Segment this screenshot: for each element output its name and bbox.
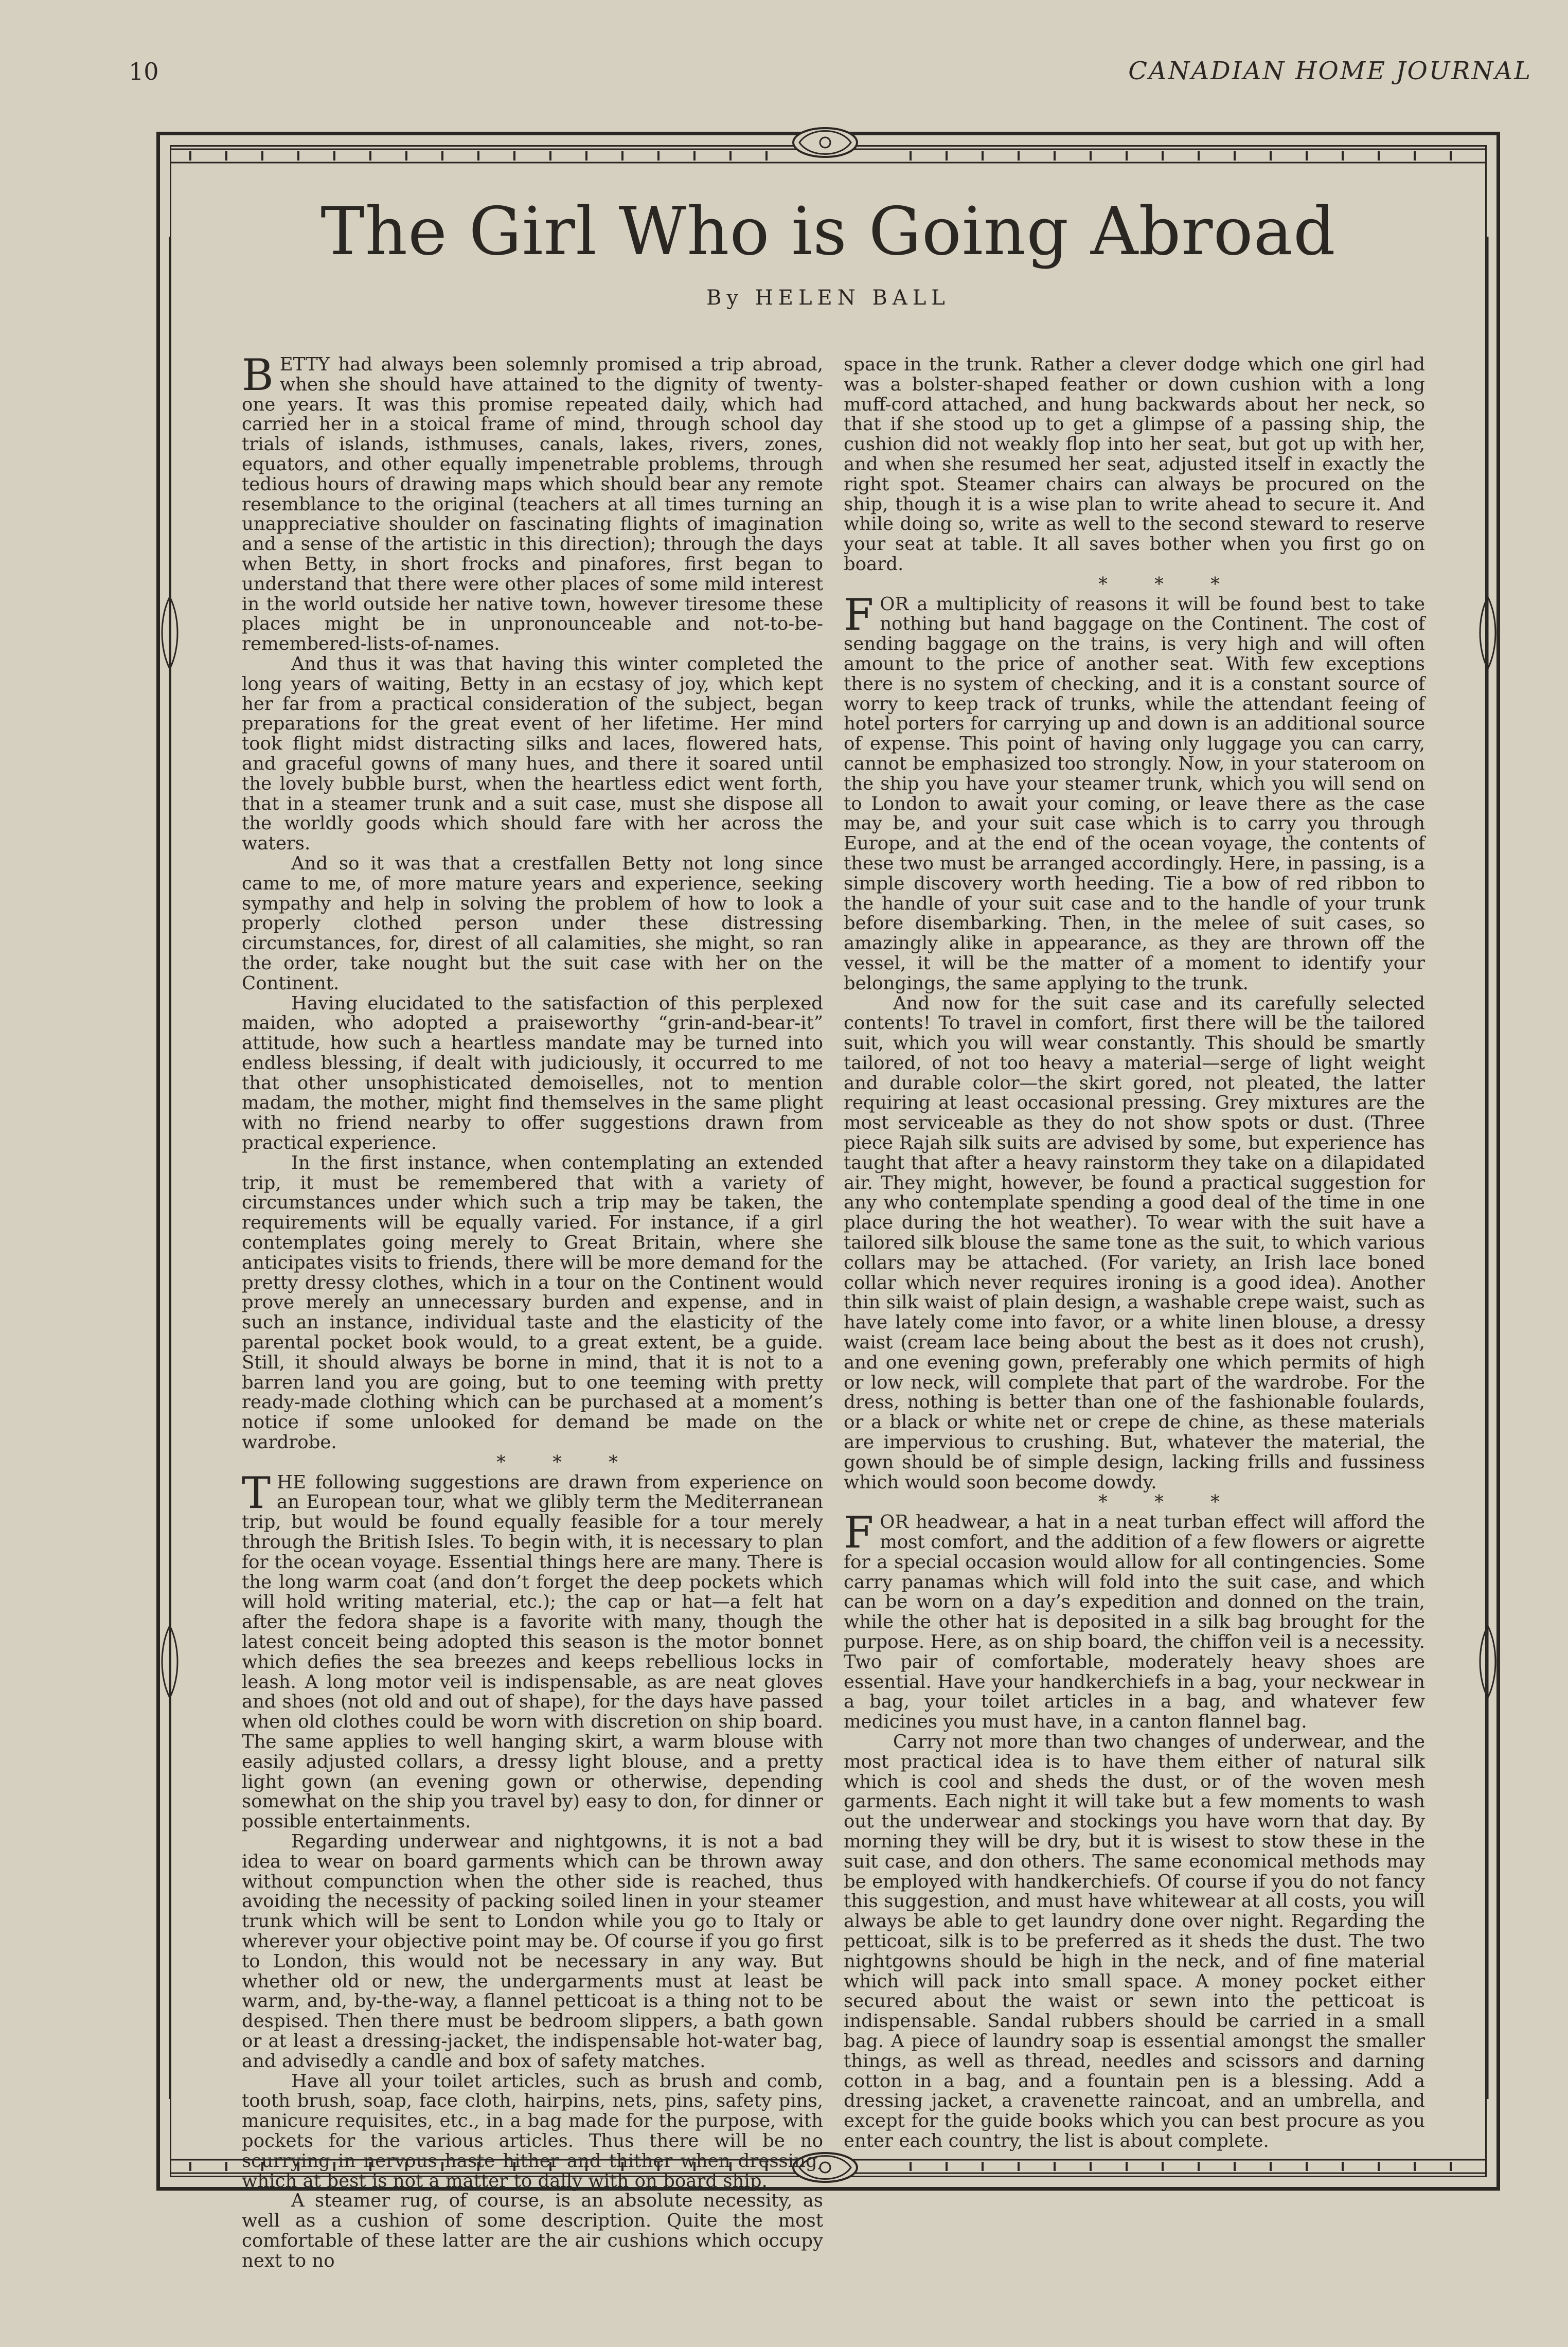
journal-title: CANADIAN HOME JOURNAL xyxy=(1128,57,1532,85)
article-paragraph: A steamer rug, of course, is an absolute necessity, as well as a cushion of some description. Quite the most comfortable of these latter are the air cushions which occupy next to no xyxy=(242,2190,823,2271)
article-paragraph: FOR headwear, a hat in a neat turban effect will afford the most comfort, and the addition of a few flowers or aigrette for a special occasion would allow for all contingencies. Some carry panamas which will fold into the suit case, and which can be worn on a day’s expedition and donned on the train, while the other hat is deposited in a silk bag brought for the purpose. Here, as on ship board, the chiffon veil is a necessity. Two pair of comfortable, moderately heavy shoes are essential. Have your handkerchiefs in a bag, your neckwear in a bag, your toilet articles in a bag, and whatever few medicines you must have, in a canton flannel bag. xyxy=(844,1507,1425,1733)
article-paragraph: Having elucidated to the satisfaction of this perplexed maiden, who adopted a praiseworthy “grin-and-bear-it” attitude, how such a heartless mandate may be turned into endless blessing, if dealt with judiciously, it occurred to me that other unsophisticated demoiselles, not to mention madam, the mother, might find themselves in the same plight with no friend nearby to offer suggestions drawn from practical experience. xyxy=(242,992,823,1154)
section-separator: * * * xyxy=(1098,1491,1220,1513)
section-separator: * * * xyxy=(1098,573,1220,595)
article-paragraph: And thus it was that having this winter completed the long years of waiting, Betty in an ecstasy of joy, which kept her far from a practical consideration of the subject, began preparations for the great event of her lifetime. Her mind took flight midst distracting silks and laces, flowered hats, and graceful gowns of many hues, and there it soared until the lovely bubble burst, when the heartless edict went forth, that in a steamer trunk and a suit case, must she dispose all the worldly goods which should fare with her across the waters. xyxy=(242,653,823,855)
article-column-left xyxy=(242,350,823,2271)
article-title: The Girl Who is Going Abroad xyxy=(320,193,1336,270)
article-paragraph: Regarding underwear and nightgowns, it is not a bad idea to wear on board garments which can be thrown away without compunction when the other side is reached, thus avoiding the necessity of packing soiled linen in your steamer trunk which will be sent to London while you go to Italy or wherever your objective point may be. Of course if you go first to London, this would not be necessary in any way. But whether old or new, the undergarments must at least be warm, and, by-the-way, a flannel petticoat is a thing not to be despised. Then there must be bedroom slippers, a bath gown or at least a dressing-jacket, the indispensable hot-water bag, and advisedly a candle and box of safety matches. xyxy=(242,1830,823,2072)
article-paragraph: Have all your toilet articles, such as brush and comb, tooth brush, soap, face cloth, hairpins, nets, pins, safety pins, manicure requisites, etc., in a bag made for the purpose, with pockets for the various articles. Thus there will be no scurrying in nervous haste hither and thither when dressing, which at best is not a matter to dally with on board ship. xyxy=(242,2070,823,2192)
page-number: 10 xyxy=(129,58,159,85)
side-rail-left xyxy=(159,237,180,2099)
article-paragraph: BETTY had always been solemnly promised a trip abroad, when she should have attained to the dignity of twenty-one years. It was this promise repeated daily, which had carried her in a stoical frame of mind, through school day trials of islands, isthmuses, canals, lakes, rivers, zones, equators, and other equally impenetrable problems, through tedious hours of drawing maps which should bear any remote resemblance to the original (teachers at all times turning an unappreciative shoulder on fascinating flights of imagination and a sense of the artistic in this direction); through the days when Betty, in short frocks and pinafores, first began to understand that there were other places of some mild interest in the world outside her native town, however tiresome these places might be in unpronounceable and not-to-be-remembered-lists-of-names. xyxy=(242,350,823,655)
section-separator: * * * xyxy=(496,1451,618,1473)
article-paragraph: Carry not more than two changes of underwear, and the most practical idea is to have them either of natural silk which is cool and sheds the dust, or of the woven mesh garments. Each night it will take but a few moments to wash out the underwear and stockings you have worn that day. By morning they will be dry, but it is wisest to stow these in the suit case, and don others. The same economical methods may be employed with handkerchiefs. Of course if you do not fancy this suggestion, and must have whitewear at all costs, you will always be able to get laundry done over night. Regarding the petticoat, silk is to be preferred as it sheds the dust. The two nightgowns should be high in the neck, and of fine material which will pack into small space. A money pocket either secured about the waist or sewn into the petticoat is indispensable. Sandal rubbers should be carried in a small bag. A piece of laundry soap is essential amongst the smaller things, as well as thread, needles and scissors and darning cotton in a bag, and a fountain pen is a blessing. Add a dressing jacket, a cravenette raincoat, and an umbrella, and except for the guide books which you can best procure as you enter each country, the list is about complete. xyxy=(844,1731,1425,2152)
article-byline: By HELEN BALL xyxy=(706,286,950,310)
article-paragraph: In the first instance, when contemplating an extended trip, it must be remembered that with a variety of circumstances under which such a trip may be taken, the requirements will be equally varied. For instance, if a girl contemplates going merely to Great Britain, where she anticipates visits to friends, there will be more demand for the pretty dressy clothes, which in a tour on the Continent would prove merely an unnecessary burden and expense, and in such an instance, individual taste and the elasticity of the parental pocket book would, to a great extent, be a guide. Still, it should always be borne in mind, that it is not to a barren land you are going, but to one teeming with pretty ready-made clothing which can be purchased at a moment’s notice if some unlooked for demand be made on the wardrobe. xyxy=(242,1152,823,1453)
article-paragraph: space in the trunk. Rather a clever dodge which one girl had was a bolster-shaped feather or down cushion with a long muff-cord attached, and hung backwards about her neck, so that if she stood up to get a glimpse of a passing ship, the cushion did not weakly flop into her seat, but got up with her, and when she resumed her seat, adjusted itself in exactly the right spot. Steamer chairs can always be procured on the ship, though it is a wise plan to write ahead to secure it. And while doing so, write as well to the second steward to reserve your seat at table. It all saves bother when you first go on board. xyxy=(844,354,1425,575)
article-paragraph: And so it was that a crestfallen Betty not long since came to me, of more mature years and experience, seeking sympathy and help in solving the problem of how to look a properly clothed person under these distressing circumstances, for, direst of all calamities, she might, so ran the order, take nought but the suit case with her on the Continent. xyxy=(242,852,823,994)
article-column-right xyxy=(844,354,1425,2152)
article-paragraph: FOR a multiplicity of reasons it will be found best to take nothing but hand baggage on the Continent. The cost of sending baggage on the trains, is very high and will often amount to the price of another seat. With few exceptions there is no system of checking, and it is a constant source of worry to keep track of trunks, while the attendant feeing of hotel porters for carrying up and down is an additional source of expense. This point of having only luggage you can carry, cannot be emphasized too strongly. Now, in your stateroom on the ship you have your steamer trunk, which you will send on to London to await your coming, or leave there as the case may be, and your suit case which is to carry you through Europe, and at the end of the ocean voyage, the contents of these two must be arranged accordingly. Here, in passing, is a simple discovery worth heeding. Tie a bow of red ribbon to the handle of your suit case and to the handle of your trunk before disembarking. Then, in the melee of suit cases, so amazingly alike in appearance, as they are thrown off the vessel, it will be the matter of a moment to identify your belongings, the same applying to the trunk. xyxy=(844,589,1425,994)
article-paragraph: THE following suggestions are drawn from experience on an European tour, what we glibly term the Mediterranean trip, but would be found equally feasible for a tour merely through the British Isles. To begin with, it is necessary to plan for the ocean voyage. Essential things here are many. There is the long warm coat (and don’t forget the deep pockets which will hold writing material, etc.); the cap or hat—a felt hat after the fedora shape is a favorite with many, though the latest conceit being adopted this season is the motor bonnet which defies the sea breezes and keeps rebellious locks in leash. A long motor veil is indispensable, as are neat gloves and shoes (not old and out of shape), for the days have passed when old clothes could be worn with discretion on ship board. The same applies to well hanging skirt, a warm blouse with easily adjusted collars, a dressy light blouse, and a pretty light gown (an evening gown or otherwise, depending somewhat on the ship you travel by) easy to don, for dinner or possible entertainments. xyxy=(242,1467,823,1833)
scroll-ornament-top xyxy=(789,119,861,166)
side-rail-right xyxy=(1477,237,1498,2099)
article-paragraph: And now for the suit case and its carefully selected contents! To travel in comfort, first there will be the tailored suit, which you will wear constantly. This should be smartly tailored, of not too heavy a material—serge of light weight and durable color—the skirt gored, not pleated, the latter requiring at least occasional pressing. Grey mixtures are the most serviceable as they do not show spots or dust. (Three piece Rajah silk suits are advised by some, but experience has taught that after a heavy rainstorm they take on a dilapidated air. They might, however, be found a practical suggestion for any who contemplate spending a good deal of the time in one place during the hot weather). To wear with the suit have a tailored silk blouse the same tone as the suit, to which various collars may be attached. (For variety, an Irish lace boned collar which never requires ironing is a good idea). Another thin silk waist of plain design, a washable crepe waist, such as have lately come into favor, or a white linen blouse, a dressy waist (cream lace being about the best as it does not crush), and one evening gown, preferably one which permits of high or low neck, will complete that part of the wardrobe. For the dress, nothing is better than one of the fashionable foulards, or a black or white net or crepe de chine, as these materials are impervious to crushing. But, whatever the material, the gown should be of simple design, lacking frills and fussiness which would soon become dowdy. xyxy=(844,992,1425,1493)
